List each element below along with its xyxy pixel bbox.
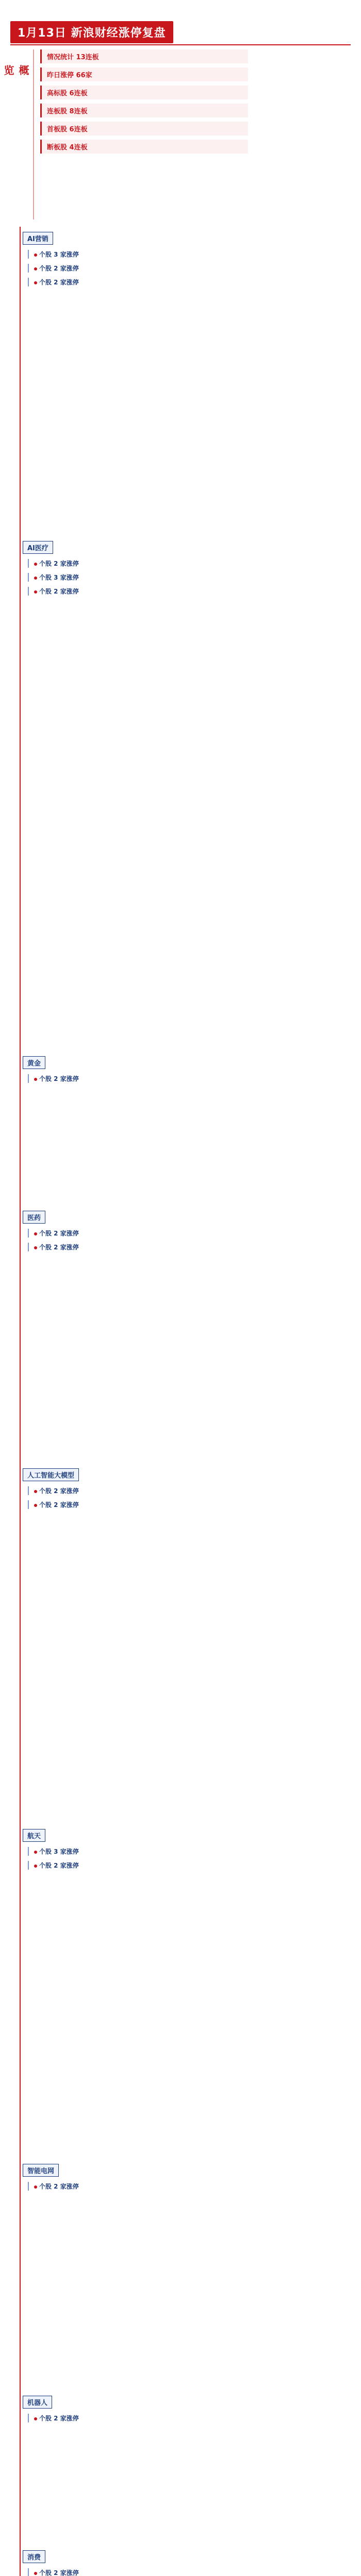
entry-heading-text: 个股 3 家涨停 xyxy=(39,574,79,581)
category-title: AI营销 xyxy=(23,232,53,245)
bullet-dot-icon xyxy=(34,267,37,270)
entry-heading xyxy=(34,1847,353,1856)
entry-heading xyxy=(34,559,353,568)
page-title: 1月13日 新浪财经涨停复盘 xyxy=(10,21,173,43)
category-section xyxy=(23,541,353,596)
stock-entry xyxy=(28,1243,353,1251)
bullet-dot-icon xyxy=(34,590,37,594)
stock-entry xyxy=(28,573,353,582)
entry-heading xyxy=(34,573,353,582)
entry-heading xyxy=(34,1861,353,1870)
bullet-dot-icon xyxy=(34,2572,37,2575)
entry-heading xyxy=(34,587,353,596)
entry-heading xyxy=(34,1500,353,1509)
category-title: 智能电网 xyxy=(23,2164,59,2177)
stock-entry xyxy=(28,2568,353,2576)
category-section xyxy=(23,1211,353,1251)
entry-heading xyxy=(34,250,353,259)
stock-entry xyxy=(28,1229,353,1238)
stock-entry xyxy=(28,250,353,259)
bullet-dot-icon xyxy=(34,1246,37,1249)
bullet-dot-icon xyxy=(34,1078,37,1081)
category-title: 机器人 xyxy=(23,2396,52,2409)
category-section xyxy=(23,1468,353,1509)
entry-heading-text: 个股 2 家涨停 xyxy=(39,1862,79,1869)
entry-heading-text: 个股 3 家涨停 xyxy=(39,1848,79,1855)
bullet-dot-icon xyxy=(34,2185,37,2189)
category-section xyxy=(23,2396,353,2422)
entry-heading-text: 个股 2 家涨停 xyxy=(39,1230,79,1237)
entry-heading-text: 个股 2 家涨停 xyxy=(39,2415,79,2422)
stock-entry xyxy=(28,2414,353,2422)
entry-heading xyxy=(34,278,353,286)
category-title: 航天 xyxy=(23,1829,45,1842)
entry-heading xyxy=(34,1243,353,1251)
category-section xyxy=(23,2164,353,2191)
stock-entry xyxy=(28,2182,353,2191)
bullet-dot-icon xyxy=(34,563,37,566)
bullet-dot-icon xyxy=(34,1490,37,1493)
summary-item xyxy=(40,104,248,117)
entry-heading xyxy=(34,2568,353,2576)
category-title: AI医疗 xyxy=(23,541,53,554)
summary-item-title: 首板股 6连板 xyxy=(47,126,88,133)
summary-label: 概览 xyxy=(2,65,29,75)
entry-heading-text: 个股 2 家涨停 xyxy=(39,1501,79,1509)
summary-item xyxy=(40,86,248,99)
entry-heading xyxy=(34,1486,353,1495)
stock-entry xyxy=(28,1861,353,1870)
bullet-dot-icon xyxy=(34,253,37,257)
stock-entry xyxy=(28,264,353,273)
page-header xyxy=(10,22,173,42)
entry-heading-text: 个股 2 家涨停 xyxy=(39,2183,79,2190)
summary-item xyxy=(40,122,248,135)
summary-item xyxy=(40,67,248,81)
entry-heading-text: 个股 2 家涨停 xyxy=(39,2569,79,2576)
category-section xyxy=(23,1829,353,1870)
summary-item-title: 连板股 8连板 xyxy=(47,108,88,115)
header-divider xyxy=(10,44,351,45)
summary-items xyxy=(40,49,248,158)
stock-entry xyxy=(28,1486,353,1495)
main-timeline-spine xyxy=(20,227,21,2576)
entry-heading-text: 个股 2 家涨停 xyxy=(39,588,79,595)
entry-heading-text: 个股 2 家涨停 xyxy=(39,1244,79,1251)
category-section xyxy=(23,232,353,286)
bullet-dot-icon xyxy=(34,1865,37,1868)
category-title: 人工智能大模型 xyxy=(23,1468,79,1481)
summary-item xyxy=(40,140,248,154)
summary-item xyxy=(40,49,248,63)
stock-entry xyxy=(28,278,353,286)
bullet-dot-icon xyxy=(34,1504,37,1507)
entry-heading xyxy=(34,1229,353,1238)
bullet-dot-icon xyxy=(34,281,37,284)
bullet-dot-icon xyxy=(34,577,37,580)
entry-heading xyxy=(34,2182,353,2191)
stock-entry xyxy=(28,587,353,596)
summary-spine xyxy=(33,49,34,219)
entry-heading xyxy=(34,2414,353,2422)
entry-heading-text: 个股 2 家涨停 xyxy=(39,1075,79,1082)
stock-entry xyxy=(28,1074,353,1083)
entry-heading-text: 个股 2 家涨停 xyxy=(39,560,79,567)
bullet-dot-icon xyxy=(34,1232,37,1235)
entry-heading xyxy=(34,1074,353,1083)
summary-item-title: 高标股 6连板 xyxy=(47,90,88,97)
bullet-dot-icon xyxy=(34,1851,37,1854)
entry-heading xyxy=(34,264,353,273)
entry-heading-text: 个股 2 家涨停 xyxy=(39,265,79,272)
summary-item-title: 情况统计 13连板 xyxy=(47,54,99,61)
category-title: 医药 xyxy=(23,1211,45,1224)
category-section xyxy=(23,1056,353,1083)
entry-heading-text: 个股 3 家涨停 xyxy=(39,251,79,258)
entry-heading-text: 个股 2 家涨停 xyxy=(39,1487,79,1495)
stock-entry xyxy=(28,1500,353,1509)
entry-heading-text: 个股 2 家涨停 xyxy=(39,279,79,286)
stock-entry xyxy=(28,559,353,568)
category-title: 消费 xyxy=(23,2550,45,2563)
bullet-dot-icon xyxy=(34,2417,37,2420)
summary-item-title: 断板股 4连板 xyxy=(47,144,88,151)
category-title: 黄金 xyxy=(23,1056,45,1069)
category-section xyxy=(23,2550,353,2576)
summary-item-title: 昨日涨停 66家 xyxy=(47,72,92,79)
stock-entry xyxy=(28,1847,353,1856)
